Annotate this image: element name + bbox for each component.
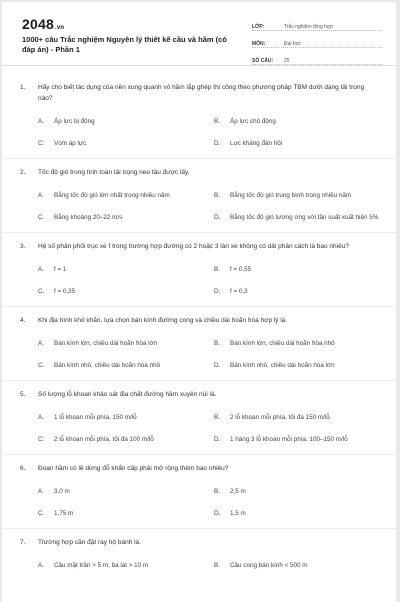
option-text: f = 1: [54, 265, 67, 273]
option-text: Áp lực chủ động: [230, 117, 276, 125]
meta-key: MÔN:: [252, 41, 266, 47]
answer-option[interactable]: [38, 428, 214, 450]
option-text: Bằng tốc độ gió trung bình trong nhiều năm: [230, 191, 352, 199]
question-text: [20, 82, 380, 104]
document-page: [2, 2, 396, 602]
option-letter: B.: [214, 339, 220, 347]
question-text: [20, 537, 380, 548]
option-text: Bằng tốc độ gió lớn nhất trong nhiều năm: [54, 191, 170, 199]
question-divider: [2, 232, 396, 233]
option-text: 2 lỗ khoan mỗi phía, tối đa 100 m/lỗ: [54, 435, 154, 443]
answer-option[interactable]: [214, 110, 390, 132]
option-text: 1 lỗ khoan mỗi phía, 150 m/lỗ: [54, 413, 137, 421]
answer-option[interactable]: [38, 554, 214, 576]
meta-key: SỐ CÂU:: [252, 58, 274, 64]
meta-key: LỚP:: [252, 24, 265, 30]
option-letter: B.: [214, 487, 220, 495]
option-text: 1,5 m: [230, 509, 246, 517]
site-logo[interactable]: [22, 16, 64, 32]
question-3: [20, 241, 380, 307]
question-text: [20, 463, 380, 474]
document-meta: [252, 16, 382, 67]
option-text: Bán kính lớn, chiều dài hoãn hòa lớn: [54, 339, 158, 347]
option-letter: C.: [38, 435, 45, 443]
answer-option[interactable]: [214, 332, 390, 354]
option-text: Bán kính lớn, chiều dài hoãn hòa nhỏ: [230, 339, 335, 347]
option-text: Bằng khoảng 20–22 m/s: [54, 213, 123, 221]
answer-option[interactable]: [214, 480, 390, 502]
question-body: Hãy cho biết tác dụng của nền xung quanh vỏ hầm lắp ghép thi công theo phương pháp TBM dưới dạng tải trọng nào?: [38, 84, 365, 102]
option-text: f = 0,55: [230, 265, 252, 273]
answer-option[interactable]: [38, 354, 214, 376]
option-text: Lực kháng đàn hồi: [230, 139, 283, 147]
answer-options: [38, 110, 380, 154]
option-letter: A.: [38, 191, 44, 199]
question-body: Hệ số phân phối trục xe f trong trường hợp đường có 2 hoặc 3 làn xe không có dải phân cách là bao nhiêu?: [38, 243, 349, 250]
question-number: 1.: [20, 84, 26, 91]
option-letter: C.: [38, 213, 45, 221]
meta-value: 25: [284, 58, 290, 64]
question-number: 5.: [20, 391, 26, 398]
option-letter: C.: [38, 287, 45, 295]
option-text: 3,0 m: [54, 487, 70, 495]
option-letter: A.: [38, 561, 44, 569]
logo-text: 2048: [22, 16, 54, 32]
option-text: Bằng tốc độ gió tương ứng với tần suất xuất hiện 5%: [230, 213, 379, 221]
option-text: 1 hàng 3 lỗ khoan mỗi phía, 100–150 m/lỗ: [230, 435, 348, 443]
option-letter: A.: [38, 265, 44, 273]
answer-option[interactable]: [214, 132, 390, 154]
question-divider: [2, 380, 396, 381]
answer-option[interactable]: [38, 332, 214, 354]
option-text: Áp lực bị động: [54, 117, 95, 125]
question-body: Trường hợp cần đặt ray hộ bánh là.: [38, 539, 141, 546]
question-number: 3.: [20, 243, 26, 250]
option-letter: C.: [38, 361, 45, 369]
option-letter: A.: [38, 339, 44, 347]
answer-option[interactable]: [214, 502, 390, 524]
answer-options: [38, 554, 380, 576]
meta-value: Trắc nghiệm tổng hợp: [284, 24, 333, 30]
option-letter: B.: [214, 413, 220, 421]
option-text: 2,5 m: [230, 487, 246, 495]
option-letter: D.: [214, 213, 221, 221]
option-letter: D.: [214, 139, 221, 147]
answer-option[interactable]: [214, 428, 390, 450]
answer-option[interactable]: [214, 206, 390, 228]
question-body: Số lượng lỗ khoan khảo sát địa chất đường hầm xuyên núi là.: [38, 391, 217, 398]
answer-option[interactable]: [38, 502, 214, 524]
question-divider: [2, 158, 396, 159]
answer-option[interactable]: [38, 406, 214, 428]
option-text: Bán kính nhỏ, chiều dài hoãn hòa lớn: [230, 361, 335, 369]
answer-option[interactable]: [214, 406, 390, 428]
question-7: [20, 537, 380, 576]
option-text: Vòm áp lực: [54, 139, 87, 147]
meta-value: Đại học: [284, 41, 301, 47]
logo-suffix: .vn: [54, 25, 65, 31]
question-5: [20, 389, 380, 455]
option-letter: D.: [214, 361, 221, 369]
answer-options: [38, 332, 380, 376]
question-body: Khi địa hình khó khăn, lựa chọn bán kính đường cong và chiều dài hoãn hòa hợp lý là.: [38, 317, 288, 324]
meta-row-class: [252, 16, 382, 31]
answer-option[interactable]: [38, 132, 214, 154]
meta-row-subject: [252, 33, 382, 48]
answer-option[interactable]: [38, 280, 214, 302]
option-letter: A.: [38, 413, 44, 421]
question-text: [20, 241, 380, 252]
answer-options: [38, 258, 380, 302]
option-letter: B.: [214, 561, 220, 569]
answer-options: [38, 184, 380, 228]
question-number: 4.: [20, 317, 26, 324]
question-body: Tốc độ gió trong tính toán tải trọng neo tàu được lấy.: [38, 169, 190, 176]
answer-option[interactable]: [38, 110, 214, 132]
option-text: Cầu mặt trần > 5 m; ba lát > 10 m: [54, 561, 149, 569]
answer-option[interactable]: [214, 258, 390, 280]
document-header: [2, 2, 396, 66]
answer-option[interactable]: [38, 206, 214, 228]
option-letter: C.: [38, 509, 45, 517]
question-divider: [2, 306, 396, 307]
answer-option[interactable]: [214, 354, 390, 376]
question-number: 6.: [20, 465, 26, 472]
option-letter: B.: [214, 191, 220, 199]
question-body: Đoạn hầm có lề dừng đỗ khẩn cấp phải mở rộng thêm bao nhiêu?: [38, 465, 229, 472]
option-letter: A.: [38, 117, 44, 125]
question-2: [20, 167, 380, 233]
option-letter: C.: [38, 139, 45, 147]
answer-options: [38, 480, 380, 524]
option-letter: A.: [38, 487, 44, 495]
question-6: [20, 463, 380, 529]
question-text: [20, 167, 380, 178]
question-list: [20, 82, 380, 576]
answer-option[interactable]: [38, 184, 214, 206]
question-number: 7.: [20, 539, 26, 546]
answer-options: [38, 406, 380, 450]
document-title: 1000+ câu Trắc nghiệm Nguyên lý thiết kế cầu và hầm (có đáp án) - Phần 1: [22, 35, 227, 54]
question-divider: [2, 454, 396, 455]
question-divider: [2, 528, 396, 529]
answer-option[interactable]: [38, 480, 214, 502]
question-text: [20, 315, 380, 326]
answer-option[interactable]: [214, 280, 390, 302]
question-1: [20, 82, 380, 159]
answer-option[interactable]: [38, 258, 214, 280]
option-letter: D.: [214, 287, 221, 295]
question-4: [20, 315, 380, 381]
question-text: [20, 389, 380, 400]
option-text: f = 0,3: [230, 287, 248, 295]
option-text: Cầu cong bán kính < 500 m: [230, 561, 308, 569]
option-letter: B.: [214, 265, 220, 273]
option-letter: B.: [214, 117, 220, 125]
question-number: 2.: [20, 169, 26, 176]
meta-row-count: [252, 50, 382, 65]
option-text: f = 0,35: [54, 287, 76, 295]
option-text: 1,75 m: [54, 509, 74, 517]
option-letter: D.: [214, 509, 221, 517]
option-text: Bán kính nhỏ, chiều dài hoãn hòa nhỏ: [54, 361, 161, 369]
option-text: 2 lỗ khoan mỗi phía, tối đa 150 m/lỗ: [230, 413, 330, 421]
answer-option[interactable]: [214, 554, 390, 576]
option-letter: D.: [214, 435, 221, 443]
answer-option[interactable]: [214, 184, 390, 206]
